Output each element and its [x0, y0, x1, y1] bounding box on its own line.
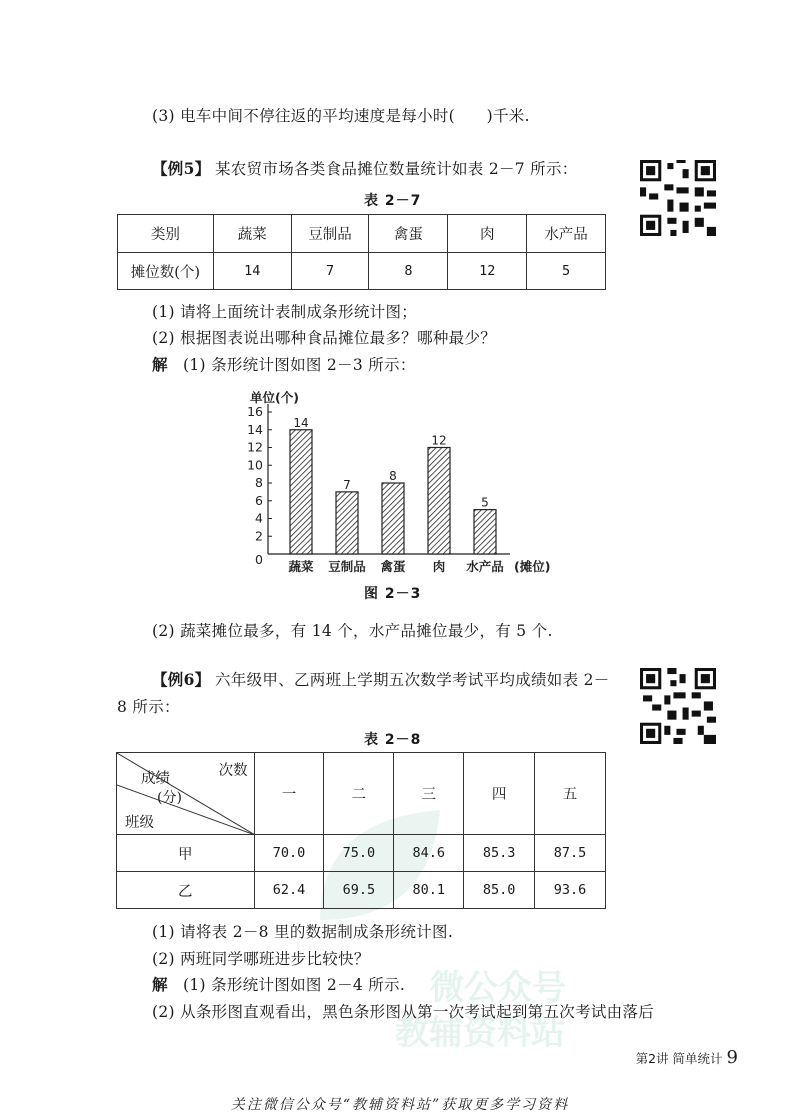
table-cell: 14: [213, 253, 291, 290]
data-label: 14: [293, 415, 309, 430]
table-row: [117, 835, 606, 872]
example6-tag: 【例6】: [152, 670, 211, 689]
example6-text-2: 8 所示：: [117, 698, 180, 716]
y-tick-label: 8: [255, 475, 263, 490]
question-2: (2) 根据图表说出哪种食品摊位最多？哪种最少？: [152, 329, 497, 347]
table-cell: 7: [291, 253, 369, 290]
solution-1: (1) 条形统计图如图 2－3 所示：: [183, 356, 416, 374]
category-label: 禽蛋: [380, 559, 406, 574]
table-cell: 85.3: [464, 835, 535, 872]
solution-tag: 解: [152, 355, 168, 374]
y-tick-label: 10: [247, 457, 263, 473]
bar: [428, 448, 450, 555]
table-cell: 水产品: [527, 215, 606, 253]
y-tick-label: 6: [255, 492, 263, 508]
y-tick-label: 4: [255, 510, 263, 526]
category-label: 水产品: [466, 559, 504, 574]
example5-text: 某农贸市场各类食品摊位数量统计如表 2－7 所示：: [215, 160, 578, 178]
table-row: [118, 215, 606, 253]
table-cell: 类别: [118, 215, 214, 253]
table-cell: 80.1: [394, 872, 464, 909]
example6-solution-2: (2) 从条形图直观看出，黑色条形图从第一次考试起到第五次考试由落后: [152, 1003, 655, 1021]
bar: [382, 483, 404, 554]
table-row: [118, 253, 606, 290]
chart-caption: 图 2－3: [364, 586, 422, 602]
table-cell: 甲: [117, 835, 255, 872]
category-label: 蔬菜: [288, 559, 314, 574]
answer-2: (2) 蔬菜摊位最多，有 14 个，水产品摊位最少，有 5 个.: [152, 622, 553, 640]
table-cell: 87.5: [535, 835, 606, 872]
y-tick-label: 0: [255, 552, 263, 567]
watermark-text-1: 微公众号: [430, 968, 566, 1008]
chapter-label: 第2讲 简单统计: [635, 1051, 723, 1066]
table-2-7: [117, 214, 606, 290]
table-cell: 8: [369, 253, 448, 290]
corner-label-unit: (分): [157, 790, 182, 806]
example6-solution-tag: 解: [152, 975, 168, 994]
example5-tag: 【例5】: [152, 159, 211, 178]
table27-caption: 表 2－7: [364, 193, 422, 209]
table-cell: 5: [527, 253, 606, 290]
table-cell: 70.0: [254, 835, 324, 872]
table-cell: 75.0: [324, 835, 394, 872]
example6-text-1: 六年级甲、乙两班上学期五次数学考试平均成绩如表 2－: [215, 671, 610, 689]
example6-question-2: (2) 两班同学哪班进步比较快？: [152, 950, 370, 968]
table-cell: 69.5: [324, 872, 394, 909]
table-cell: 乙: [117, 872, 255, 909]
data-label: 8: [389, 469, 397, 483]
table-cell: 禽蛋: [369, 215, 448, 253]
category-label: 肉: [432, 559, 446, 574]
watermark-text-2: 教辅资料站: [395, 1013, 565, 1053]
table-cell: 摊位数(个): [118, 253, 214, 290]
page-footer: [636, 1047, 738, 1068]
table28-caption: 表 2－8: [364, 732, 422, 748]
table-corner-cell: [117, 753, 255, 835]
table-row: [117, 872, 606, 909]
table-cell: 93.6: [535, 872, 606, 909]
data-label: 12: [431, 433, 447, 448]
bar-chart: [220, 386, 560, 576]
corner-label-times: 次数: [218, 763, 248, 779]
table-cell: 85.0: [464, 872, 535, 909]
example6-question-1: (1) 请将表 2－8 里的数据制成条形统计图.: [152, 923, 454, 941]
table-header-cell: 四: [464, 753, 535, 835]
qr-code-icon[interactable]: [640, 668, 716, 744]
table-row: [117, 753, 606, 835]
table-header-cell: 二: [324, 753, 394, 835]
y-tick-label: 12: [247, 439, 263, 455]
y-axis-label: 单位(个): [250, 390, 299, 405]
y-tick-label: 14: [247, 421, 263, 437]
bar: [474, 510, 496, 554]
table-cell: 12: [448, 253, 527, 290]
y-tick-label: 2: [255, 528, 263, 544]
category-label: 豆制品: [328, 559, 366, 574]
bar: [336, 492, 358, 554]
table-2-8: [116, 752, 606, 909]
table-header-cell: 一: [254, 753, 324, 835]
x-axis-label: (摊位): [514, 559, 551, 574]
bar: [290, 430, 312, 554]
example6-solution-1: (1) 条形统计图如图 2－4 所示.: [183, 976, 406, 994]
corner-label-score: 成绩: [141, 771, 170, 787]
page-number: 9: [726, 1047, 738, 1068]
table-cell: 肉: [448, 215, 527, 253]
qr-code-icon[interactable]: [640, 160, 716, 236]
table-cell: 84.6: [394, 835, 464, 872]
table-cell: 62.4: [254, 872, 324, 909]
text-line-3: (3) 电车中间不停往返的平均速度是每小时( )千米.: [152, 107, 530, 125]
table-cell: 蔬菜: [213, 215, 291, 253]
question-1: (1) 请将上面统计表制成条形统计图；: [152, 303, 418, 321]
table-header-cell: 三: [394, 753, 464, 835]
table-cell: 豆制品: [291, 215, 369, 253]
data-label: 7: [343, 477, 351, 492]
corner-label-class: 班级: [125, 815, 154, 831]
table-header-cell: 五: [535, 753, 606, 835]
data-label: 5: [481, 495, 489, 510]
promo-banner: 关注微信公众号“教辅资料站”获取更多学习资料: [230, 1097, 570, 1113]
y-tick-label: 16: [247, 404, 263, 419]
